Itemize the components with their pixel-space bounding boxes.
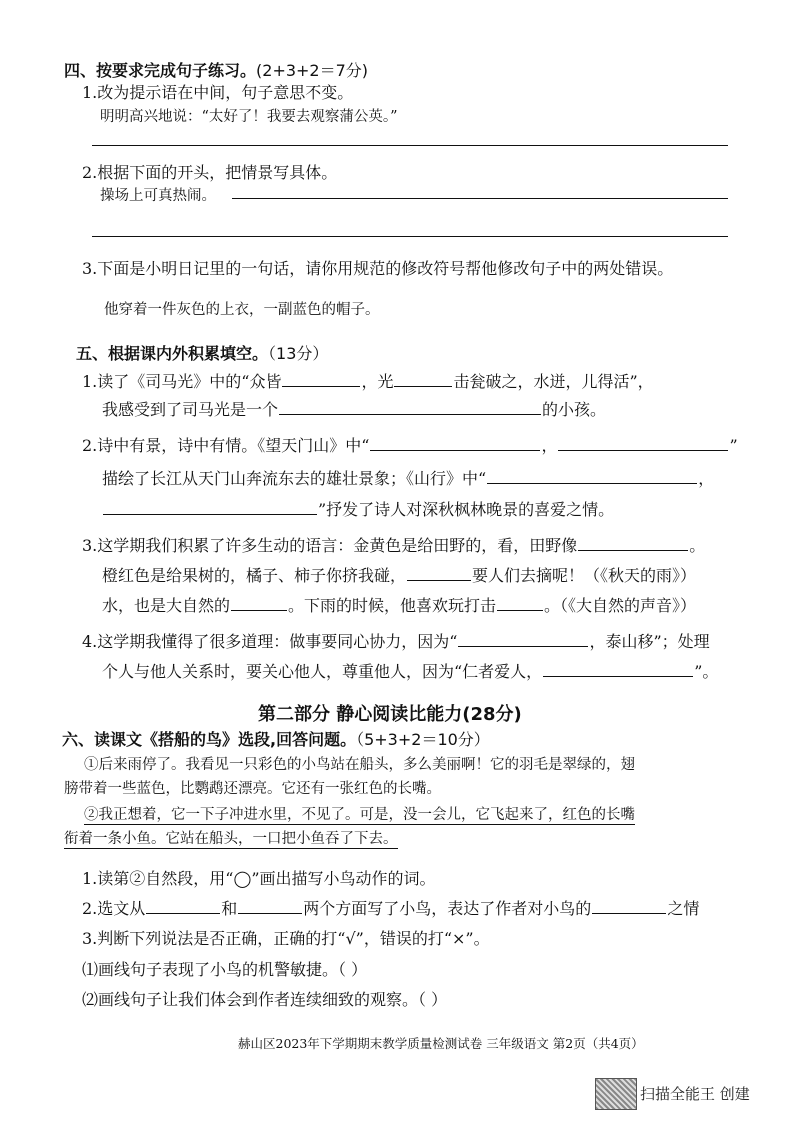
s5-q4-line1: 4.这学期我懂得了很多道理：做事要同心协力，因为“ ，泰山移”；处理 [82, 632, 710, 651]
section-4-heading: 四、按要求完成句子练习。(2+3+2＝7分) [64, 61, 369, 80]
fill-blank[interactable] [558, 449, 728, 451]
s5-q3-line2: 橙红色是给果树的，橘子、柿子你挤我碰， 要人们去摘呢！（《秋天的雨》） [102, 566, 697, 585]
answer-line[interactable] [92, 145, 728, 146]
passage-paragraph-1-line1: ①后来雨停了。我看见一只彩色的小鸟站在船头，多么美丽啊！它的羽毛是翠绿的，翅 [84, 757, 635, 773]
s6-q3-item-2[interactable]: ⑵画线句子让我们体会到作者连续细致的观察。（ ） [82, 990, 448, 1009]
page-footer: 赫山区2023年下学期期末教学质量检测试卷 三年级语文 第2页（共4页） [238, 1036, 644, 1051]
answer-line[interactable] [232, 198, 728, 199]
fill-blank[interactable] [592, 912, 666, 914]
s5-q4-line2: 个人与他人关系时，要关心他人，尊重他人，因为“仁者爱人， ”。 [102, 662, 719, 681]
scanner-watermark: 扫描全能王 创建 [640, 1085, 750, 1103]
section-5-heading: 五、根据课内外积累填空。（13分） [76, 344, 329, 363]
s4-q3: 3.下面是小明日记里的一句话，请你用规范的修改符号帮他修改句子中的两处错误。 [82, 259, 674, 278]
fill-blank[interactable] [370, 449, 540, 451]
fill-blank[interactable] [458, 645, 588, 647]
s4-q2: 2.根据下面的开头，把情景写具体。 [82, 163, 338, 182]
s6-q3: 3.判断下列说法是否正确，正确的打“√”，错误的打“×”。 [82, 929, 490, 948]
fill-blank[interactable] [407, 579, 471, 581]
passage-paragraph-2-line2: 衔着一条小鱼。它站在船头，一口把小鱼吞了下去。 [64, 831, 398, 847]
fill-blank[interactable] [231, 609, 287, 611]
answer-line[interactable] [92, 236, 728, 237]
s4-q2-start: 操场上可真热闹。 [100, 188, 216, 204]
s5-q2-line3: ”抒发了诗人对深秋枫林晚景的喜爱之情。 [102, 497, 614, 520]
s6-q3-item-1[interactable]: ⑴画线句子表现了小鸟的机警敏捷。（ ） [82, 960, 368, 979]
fill-blank[interactable] [238, 912, 302, 914]
s5-q3-line3: 水，也是大自然的 。下雨的时候，他喜欢玩打击 。（《大自然的声音》） [102, 596, 697, 615]
s5-q2-line2: 描绘了长江从天门山奔流东去的雄壮景象；《山行》中“ ， [102, 469, 715, 488]
section-6-heading: 六、读课文《搭船的鸟》选段,回答问题。（5+3+2＝10分） [62, 730, 490, 749]
fill-blank[interactable] [497, 609, 543, 611]
s4-q3-sentence: 他穿着一件灰色的上衣，一副蓝色的帽子。 [104, 302, 380, 318]
fill-blank[interactable] [282, 385, 360, 387]
fill-blank[interactable] [146, 912, 220, 914]
s4-q1: 1.改为提示语在中间，句子意思不变。 [82, 83, 354, 102]
part-2-title: 第二部分 静心阅读比能力(28分) [258, 704, 522, 725]
fill-blank[interactable] [103, 513, 317, 515]
fill-blank[interactable] [394, 385, 452, 387]
scanner-logo-icon [595, 1078, 637, 1110]
fill-blank[interactable] [578, 549, 688, 551]
s5-q1-line2: 我感受到了司马光是一个 的小孩。 [102, 400, 607, 419]
fill-blank[interactable] [279, 413, 541, 415]
s5-q1-line1: 1.读了《司马光》中的“众皆 ，光 击瓮破之，水迸，儿得活”， [82, 372, 654, 391]
fill-blank[interactable] [543, 675, 693, 677]
fill-blank[interactable] [487, 482, 697, 484]
s6-q1: 1.读第②自然段，用“◯”画出描写小鸟动作的词。 [82, 869, 436, 888]
passage-paragraph-1-line2: 膀带着一些蓝色，比鹦鹉还漂亮。它还有一张红色的长嘴。 [64, 781, 441, 797]
s5-q2-line1: 2.诗中有景，诗中有情。《望天门山》中“ ， ” [82, 436, 738, 455]
s6-q2: 2.选文从 和 两个方面写了小鸟，表达了作者对小鸟的 之情 [82, 899, 700, 918]
s4-q1-sentence: 明明高兴地说：“太好了！我要去观察蒲公英。” [100, 109, 398, 125]
passage-paragraph-2-line1: ②我正想着，它一下子冲进水里，不见了。可是，没一会儿，它飞起来了，红色的长嘴 [84, 807, 635, 823]
s5-q3-line1: 3.这学期我们积累了许多生动的语言：金黄色是给田野的，看，田野像 。 [82, 536, 706, 555]
